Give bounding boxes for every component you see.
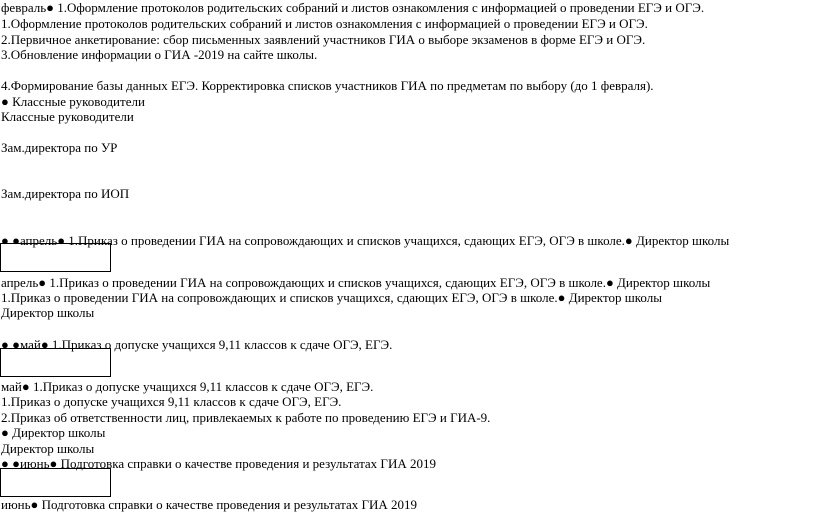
text-line: Директор школы [1,441,95,456]
text-line: 4.Формирование базы данных ЕГЭ. Корректировка списков участников ГИА по предметам по выбору (до 1 февраля). [1,78,654,93]
empty-cell-box [0,348,111,377]
text-line: ● Директор школы [1,425,106,440]
text-line: февраль● 1.Оформление протоколов родительских собраний и листов ознакомления с информацией о проведении ЕГЭ и ОГЭ. [1,0,705,15]
text-line: Зам.директора по ИОП [1,186,130,201]
text-line: 1.Приказ о допуске учащихся 9,11 классов к сдаче ОГЭ, ЕГЭ. [1,394,342,409]
empty-cell-box [0,468,111,497]
text-line: Зам.директора по УР [1,140,118,155]
text-line: май● 1.Приказ о допуске учащихся 9,11 классов к сдаче ОГЭ, ЕГЭ. [1,379,374,394]
text-line: 1.Оформление протоколов родительских собраний и листов ознакомления с информацией о проведении ЕГЭ и ОГЭ. [1,16,648,31]
text-line: 2.Приказ об ответственности лиц, привлекаемых к работе по проведению ЕГЭ и ГИА-9. [1,410,491,425]
text-line: ● ●июнь● Подготовка справки о качестве проведения и результатах ГИА 2019 [1,456,436,471]
text-line: Классные руководители [1,109,134,124]
text-line: ● ●май● 1.Приказ о допуске учащихся 9,11 классов к сдаче ОГЭ, ЕГЭ. [1,337,393,352]
text-line: ● Классные руководители [1,94,145,109]
text-line: апрель● 1.Приказ о проведении ГИА на сопровождающих и списков учащихся, сдающих ЕГЭ, ОГЭ в школе.● Директор школы [1,275,711,290]
text-line: ● ●апрель● 1.Приказ о проведении ГИА на сопровождающих и списков учащихся, сдающих ЕГЭ, ОГЭ в школе.● Директор школы [1,233,730,248]
empty-cell-box [0,243,111,272]
text-line: 3.Обновление информации о ГИА -2019 на сайте школы. [1,47,318,62]
text-line: июнь● Подготовка справки о качестве проведения и результатах ГИА 2019 [1,497,418,512]
text-line: Директор школы [1,305,95,320]
text-line: 1.Приказ о проведении ГИА на сопровождающих и списков учащихся, сдающих ЕГЭ, ОГЭ в школе.● Директор школы [1,290,662,305]
text-line: 2.Первичное анкетирование: сбор письменных заявлений участников ГИА о выборе экзаменов в форме ЕГЭ и ОГЭ. [1,32,646,47]
